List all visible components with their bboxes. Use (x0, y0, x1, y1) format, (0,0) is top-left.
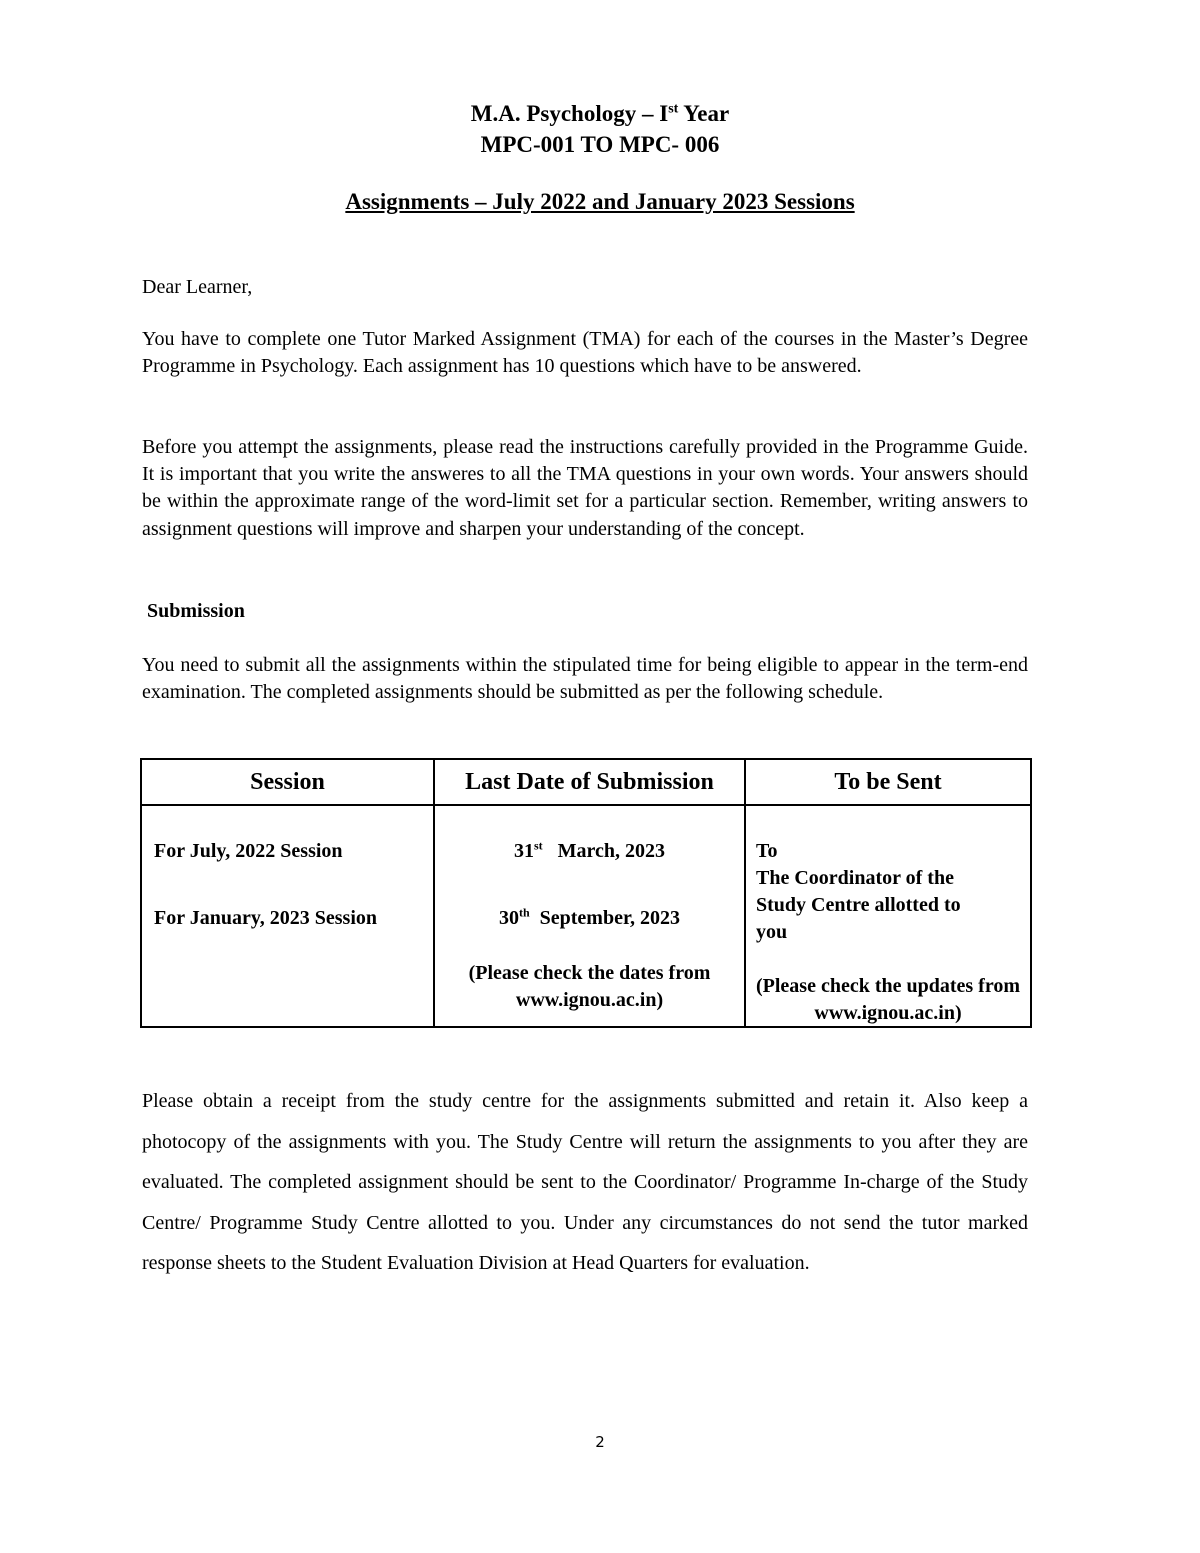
send-check-note: (Please check the updates from www.ignou.ac.in) (755, 975, 1021, 1024)
submission-schedule-table (140, 758, 1032, 1028)
intro-paragraph: You have to complete one Tutor Marked Assignment (TMA) for each of the courses in the Master’s Degree Programme in Psychology. Each assignment has 10 questions which have to be answered. (142, 328, 1028, 378)
last-date-cell (434, 805, 745, 1027)
date-july-session (435, 838, 744, 865)
header-to-be-sent: To be Sent (745, 759, 1031, 805)
salutation: Dear Learner, (142, 276, 253, 298)
date-day: 31 (513, 840, 534, 862)
programme-title (0, 100, 1200, 128)
date-suffix: th (518, 905, 530, 920)
send-to-line: you (756, 921, 788, 943)
table-row (141, 805, 1031, 1027)
date-month-year: September, 2023 (539, 907, 681, 929)
session-january-2023: For January, 2023 Session (154, 907, 377, 929)
submission-paragraph: You need to submit all the assignments within the stipulated time for being eligible to appear in the term-end examination. The completed assignments should be submitted as per the following schedule. (142, 654, 1028, 704)
send-to-cell (745, 805, 1031, 1027)
date-check-note: (Please check the dates from www.ignou.ac.in) (468, 962, 711, 1011)
table-header-row (141, 759, 1031, 805)
receipt-paragraph: Please obtain a receipt from the study centre for the assignments submitted and retain it. Also keep a photocopy of the assignments with you. The Study Centre will return the assignments to you after they are evaluated. The completed assignment should be sent to the Coordinator/ Programme In-charge of the Study Centre/ Programme Study Centre allotted to you. Under any circumstances do not send the tutor marked response sheets to the Student Evaluation Division at Head Quarters for evaluation. (142, 1090, 1028, 1275)
title-prefix: M.A. Psychology – I (470, 101, 669, 126)
course-range: MPC-001 TO MPC- 006 (480, 132, 720, 157)
date-january-session (435, 905, 744, 932)
header-last-date: Last Date of Submission (434, 759, 745, 805)
instructions-paragraph: Before you attempt the assignments, please read the instructions carefully provided in the Programme Guide. It is important that you write the answeres to all the TMA questions in your own words. Your answers should be within the approximate range of the word-limit set for a particular section. Remember, writing answers to assignment questions will improve and sharpen your understanding of the concept. (142, 436, 1028, 540)
assignments-heading: Assignments – July 2022 and January 2023 Sessions (345, 189, 855, 214)
send-to-line: The Coordinator of the (756, 867, 954, 889)
page-number: 2 (595, 1433, 605, 1451)
date-suffix: st (533, 838, 543, 853)
session-cell (141, 805, 434, 1027)
date-day: 30 (498, 907, 519, 929)
session-july-2022: For July, 2022 Session (154, 840, 343, 862)
send-to-line: Study Centre allotted to (756, 894, 961, 916)
send-to-line: To (756, 840, 778, 862)
title-superscript: st (668, 101, 679, 117)
header-session: Session (141, 759, 434, 805)
submission-heading: Submission (147, 600, 245, 622)
date-month-year: March, 2023 (557, 840, 666, 862)
title-suffix: Year (678, 101, 730, 126)
